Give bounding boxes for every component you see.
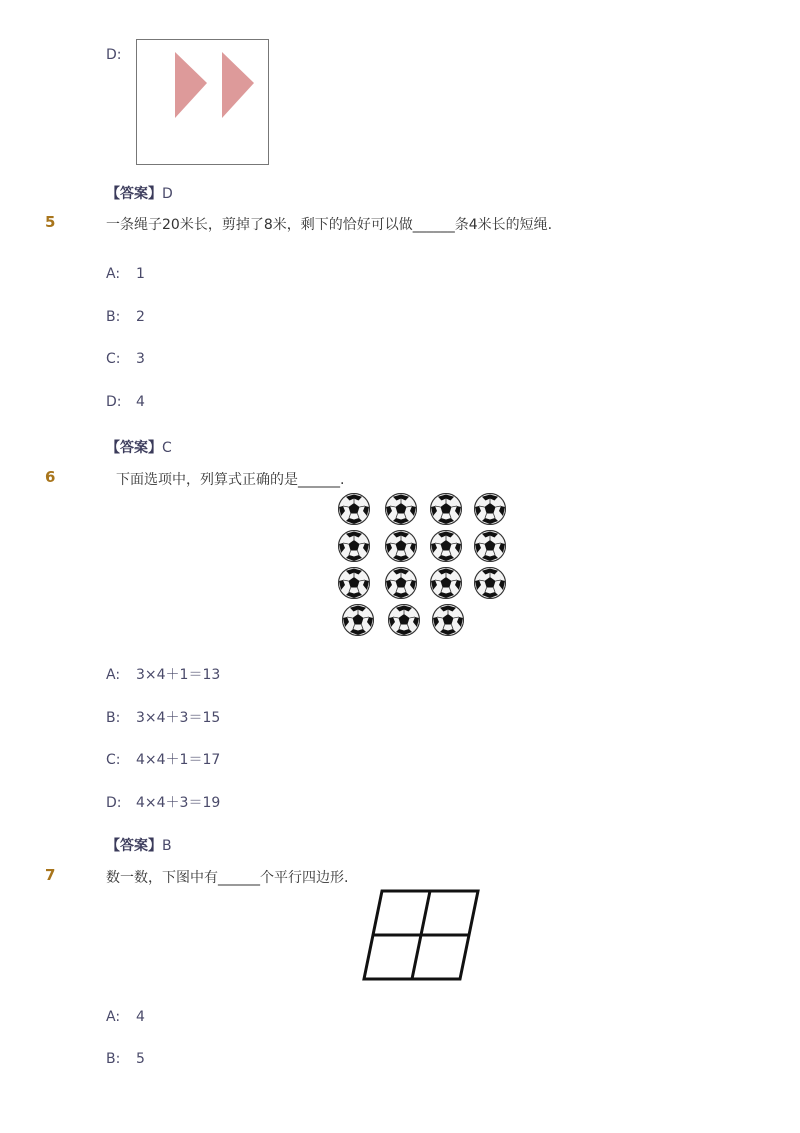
- soccer-ball-icon: [473, 566, 507, 600]
- soccer-ball-icon: [384, 566, 418, 600]
- q4-option-d-image: [136, 39, 269, 165]
- soccer-ball-icon: [429, 529, 463, 563]
- option-label: B:: [106, 309, 121, 325]
- soccer-ball-icon: [431, 603, 465, 637]
- question-number-7: 7: [45, 866, 56, 884]
- soccer-ball-icon: [337, 529, 371, 563]
- option-value: 2: [136, 309, 145, 325]
- answer-value: B: [162, 838, 172, 854]
- answer-value: D: [162, 186, 173, 202]
- soccer-ball-icon: [387, 603, 421, 637]
- option-value: 3×4＋1＝13: [136, 667, 221, 683]
- soccer-ball-icon: [429, 566, 463, 600]
- option-value: 4×4＋3＝19: [136, 795, 221, 811]
- answer-tag: 【答案】: [106, 838, 162, 854]
- q7-option-b[interactable]: [106, 1051, 145, 1067]
- soccer-ball-icon: [384, 529, 418, 563]
- option-label: C:: [106, 752, 121, 768]
- option-value: 3: [136, 351, 145, 367]
- option-value: 3×4＋3＝15: [136, 710, 221, 726]
- q6-option-b[interactable]: [106, 707, 220, 727]
- option-label: A:: [106, 1009, 121, 1025]
- q5-stem: 一条绳子20米长，剪掉了8米，剩下的恰好可以做______条4米长的短绳.: [106, 217, 553, 233]
- soccer-ball-icon: [384, 492, 418, 526]
- q5-option-c[interactable]: [106, 351, 145, 367]
- soccer-ball-icon: [429, 492, 463, 526]
- q6-option-a[interactable]: [106, 664, 220, 684]
- answer-tag: 【答案】: [106, 440, 162, 456]
- q6-option-d[interactable]: [106, 792, 220, 812]
- option-value: 5: [136, 1051, 145, 1067]
- q7-stem: 数一数，下图中有______个平行四边形.: [106, 870, 349, 886]
- option-label: D:: [106, 795, 122, 811]
- option-label: B:: [106, 1051, 121, 1067]
- play-triangle-icon: [175, 52, 207, 118]
- q5-answer: [106, 437, 172, 457]
- question-number-5: 5: [45, 213, 56, 231]
- q5-option-d[interactable]: [106, 394, 145, 410]
- soccer-ball-icon: [473, 529, 507, 563]
- q4-option-d-label: D:: [106, 47, 122, 63]
- parallelogram-figure: [360, 888, 484, 984]
- option-value: 4×4＋1＝17: [136, 752, 221, 768]
- q7-option-a[interactable]: [106, 1009, 145, 1025]
- q5-option-a[interactable]: [106, 266, 145, 282]
- option-label: D:: [106, 394, 122, 410]
- option-label: C:: [106, 351, 121, 367]
- question-number-6: 6: [45, 468, 56, 486]
- answer-tag: 【答案】: [106, 186, 162, 202]
- soccer-ball-icon: [337, 492, 371, 526]
- option-value: 1: [136, 266, 145, 282]
- answer-value: C: [162, 440, 172, 456]
- q6-stem: 下面选项中，列算式正确的是______.: [116, 472, 345, 488]
- play-triangle-icon: [222, 52, 254, 118]
- q4-answer: [106, 183, 173, 203]
- option-value: 4: [136, 1009, 145, 1025]
- double-triangle-figure: [137, 40, 268, 164]
- option-label: A:: [106, 667, 121, 683]
- q6-answer: [106, 835, 172, 855]
- soccer-ball-icon: [337, 566, 371, 600]
- q5-option-b[interactable]: [106, 309, 145, 325]
- soccer-ball-icon: [341, 603, 375, 637]
- soccer-ball-icon: [473, 492, 507, 526]
- option-value: 4: [136, 394, 145, 410]
- q6-option-c[interactable]: [106, 749, 220, 769]
- soccer-ball-grid: [330, 490, 520, 640]
- option-label: B:: [106, 710, 121, 726]
- option-label: A:: [106, 266, 121, 282]
